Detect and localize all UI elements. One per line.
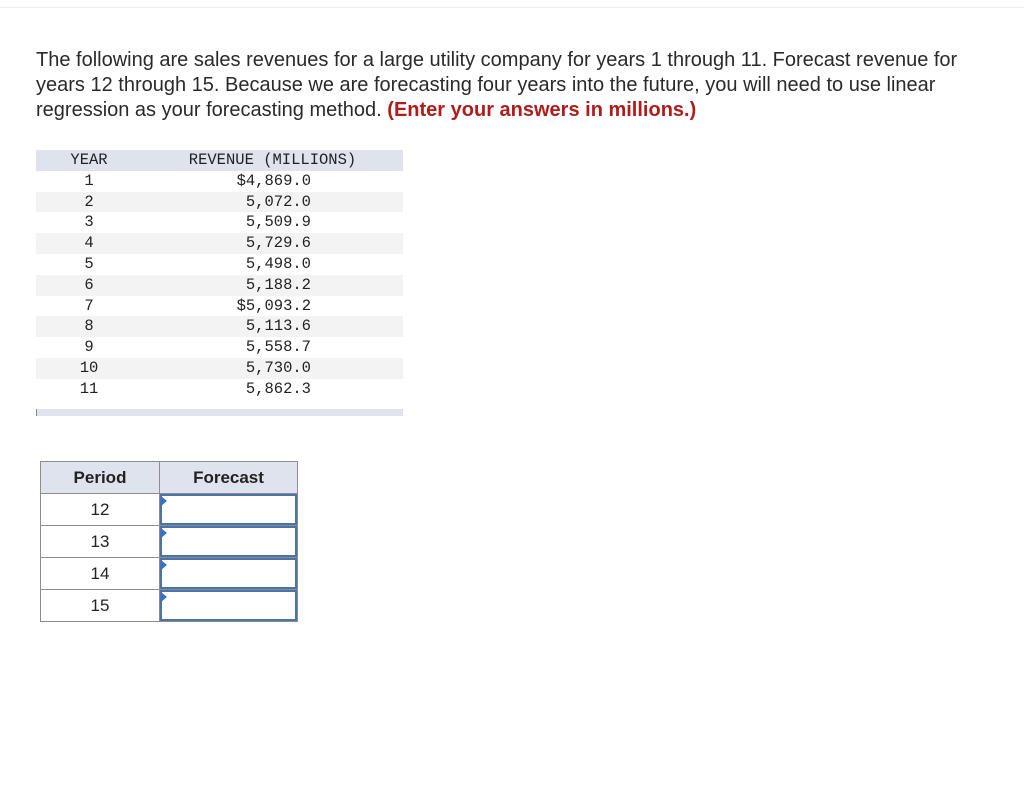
data-table-header [36, 150, 403, 171]
revenue-value: 5,729.6 [245, 234, 311, 253]
year-cell: 10 [79, 358, 99, 377]
year-cell: 8 [84, 317, 94, 336]
table-row [36, 171, 403, 192]
table-row [36, 337, 403, 358]
forecast-table [40, 461, 298, 622]
revenue-cell [142, 379, 403, 400]
forecast-column-header: Forecast [160, 462, 298, 494]
top-divider [0, 7, 1024, 8]
answer-marker-icon [161, 496, 167, 506]
revenue-cell [142, 212, 403, 233]
table-row [36, 316, 403, 337]
question-text [36, 48, 996, 123]
question-instruction: (Enter your answers in millions.) [387, 99, 697, 121]
period-cell: 13 [41, 526, 160, 558]
forecast-table-header [41, 462, 298, 494]
forecast-row [41, 526, 298, 558]
year-cell: 3 [84, 213, 94, 232]
year-cell: 6 [84, 275, 94, 294]
forecast-input-period-12[interactable] [160, 494, 297, 525]
revenue-value: 5,558.7 [245, 338, 311, 357]
revenue-value: 5,509.9 [245, 213, 311, 232]
revenue-cell [142, 296, 403, 317]
period-cell: 12 [41, 494, 160, 526]
revenue-cell [142, 358, 403, 379]
forecast-input-period-14[interactable] [160, 558, 297, 589]
year-column-header: YEAR [70, 151, 108, 169]
table-row [36, 212, 403, 233]
answer-marker-icon [161, 560, 167, 570]
table-row [36, 358, 403, 379]
data-table-footer-bar [36, 409, 403, 416]
revenue-data-table [36, 150, 403, 400]
year-cell: 9 [84, 338, 94, 357]
period-column-header: Period [41, 462, 160, 494]
revenue-column-header: REVENUE (MILLIONS) [188, 151, 357, 169]
period-cell: 14 [41, 558, 160, 590]
table-row [36, 379, 403, 400]
revenue-cell [142, 233, 403, 254]
table-row [36, 296, 403, 317]
forecast-cell [160, 526, 298, 558]
year-cell: 5 [84, 254, 94, 273]
period-cell: 15 [41, 590, 160, 622]
revenue-cell [142, 275, 403, 296]
revenue-value: 5,113.6 [245, 317, 311, 336]
table-row [36, 254, 403, 275]
revenue-cell [142, 316, 403, 337]
forecast-row [41, 558, 298, 590]
table-row [36, 275, 403, 296]
answer-marker-icon [161, 528, 167, 538]
table-row [36, 192, 403, 213]
table-row [36, 233, 403, 254]
year-cell: 7 [84, 296, 94, 315]
forecast-cell [160, 494, 298, 526]
forecast-cell [160, 590, 298, 622]
forecast-input-period-15[interactable] [160, 590, 297, 621]
year-cell: 2 [84, 192, 94, 211]
revenue-cell [142, 171, 403, 192]
revenue-value: $5,093.2 [236, 296, 311, 315]
revenue-value: $4,869.0 [236, 171, 311, 190]
year-cell: 11 [79, 379, 99, 398]
revenue-value: 5,072.0 [245, 192, 311, 211]
year-cell: 1 [84, 171, 94, 190]
revenue-cell [142, 254, 403, 275]
forecast-cell [160, 558, 298, 590]
revenue-value: 5,498.0 [245, 254, 311, 273]
revenue-value: 5,730.0 [245, 358, 311, 377]
revenue-value: 5,188.2 [245, 275, 311, 294]
revenue-cell [142, 337, 403, 358]
revenue-value: 5,862.3 [245, 379, 311, 398]
forecast-input-period-13[interactable] [160, 526, 297, 557]
question-body: The following are sales revenues for a large utility company for years 1 through 11. Forecast revenue for years 12 through 15. Because we are forecasting four years into the future, you will need to use linear regression as your forecasting method. [36, 49, 958, 121]
answer-marker-icon [161, 592, 167, 602]
forecast-row [41, 590, 298, 622]
forecast-table-body [41, 494, 298, 622]
revenue-cell [142, 192, 403, 213]
data-table-body [36, 171, 403, 400]
year-cell: 4 [84, 234, 94, 253]
forecast-row [41, 494, 298, 526]
